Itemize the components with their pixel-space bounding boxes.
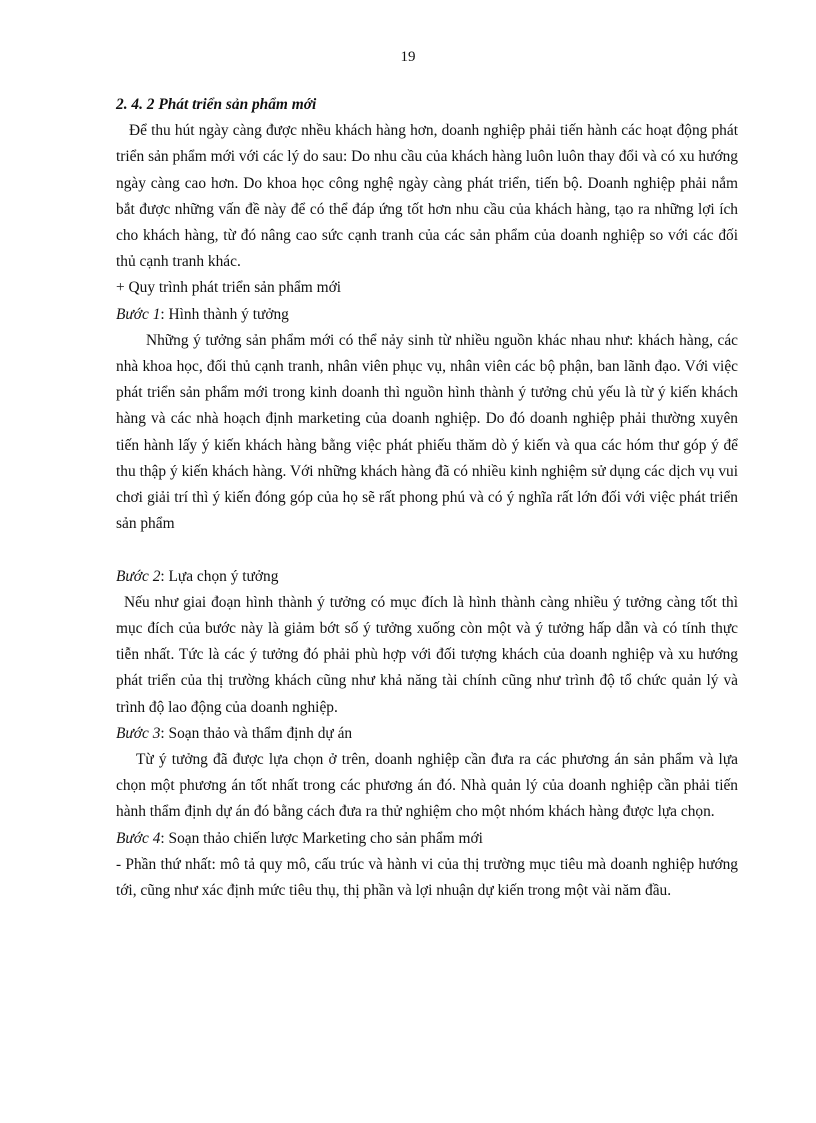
step2-title: : Lựa chọn ý tưởng (160, 567, 279, 585)
blank-line (116, 537, 738, 563)
step3-title: : Soạn thảo và thẩm định dự án (160, 724, 353, 742)
step1-heading (116, 302, 738, 328)
section-heading: 2. 4. 2 Phát triển sản phẩm mới (116, 96, 317, 113)
step3-label: Bước 3 (116, 724, 161, 742)
step1-paragraph: Những ý tưởng sản phẩm mới có thể nảy sinh từ nhiều nguồn khác nhau như: khách hàng, các nhà khoa học, đối thủ cạnh tranh, nhân viên phục vụ, nhân viên các bộ phận, ban lãnh đạo. Với việc phát triển sản phẩm mới trong kinh doanh thì nguồn hình thành ý tưởng chủ yếu là từ ý kiến khách hàng và các nhà hoạch định marketing của doanh nghiệp. Do đó doanh nghiệp phải thường xuyên tiến hành lấy ý kiến khách hàng bằng việc phát phiếu thăm dò ý kiến và qua các hóm thư góp ý để thu thập ý kiến khách hàng. Với những khách hàng đã có nhiều kinh nghiệm sử dụng các dịch vụ vui chơi giải trí thì ý kiến đóng góp của họ sẽ rất phong phú và có ý nghĩa rất lớn đối với việc phát triển sản phẩm (116, 331, 738, 533)
step1-label: Bước 1 (116, 305, 161, 323)
process-title: + Quy trình phát triển sản phẩm mới (116, 279, 341, 297)
page-content (116, 92, 738, 904)
step4-paragraph: - Phần thứ nhất: mô tả quy mô, cấu trúc và hành vi của thị trường mục tiêu mà doanh nghiệp hướng tới, cũng như xác định mức tiêu thụ, thị phần và lợi nhuận dự kiến trong một vài năm đầu. (116, 855, 738, 900)
step4-title: : Soạn thảo chiến lược Marketing cho sản phẩm mới (160, 829, 483, 847)
step3-heading (116, 721, 738, 747)
step3-paragraph: Từ ý tưởng đã được lựa chọn ở trên, doanh nghiệp cần đưa ra các phương án sản phẩm và lựa chọn một phương án tốt nhất trong các phương án đó. Nhà quản lý của doanh nghiệp cần phải tiến hành thẩm định dự án đó bằng cách đưa ra thử nghiệm cho một nhóm khách hàng được lựa chọn. (116, 751, 738, 821)
step4-heading (116, 826, 738, 852)
page-number: 19 (400, 49, 416, 65)
step2-paragraph: Nếu như giai đoạn hình thành ý tưởng có mục đích là hình thành càng nhiều ý tưởng càng tốt thì mục đích của bước này là giảm bớt số ý tưởng xuống còn một và ý tưởng hấp dẫn và có tính thực tiễn nhất. Tức là các ý tưởng đó phải phù hợp với đối tượng khách của doanh nghiệp và xu hướng phát triển của thị trường khách cũng như khả năng tài chính cũng như trình độ tổ chức quản lý và trình độ lao động của doanh nghiệp. (116, 593, 738, 716)
step2-heading (116, 564, 738, 590)
step1-title: : Hình thành ý tưởng (160, 305, 289, 323)
step2-label: Bước 2 (116, 567, 161, 585)
step4-label: Bước 4 (116, 829, 161, 847)
intro-paragraph: Để thu hút ngày càng được nhều khách hàng hơn, doanh nghiệp phải tiến hành các hoạt động phát triển sản phẩm mới với các lý do sau: Do nhu cầu của khách hàng luôn luôn thay đổi và có xu hướng ngày càng cao hơn. Do khoa học công nghệ ngày càng phát triển, tiến bộ. Doanh nghiệp phải nắm bắt được những vấn đề này để có thể đáp ứng tốt hơn nhu cầu của khách hàng, tạo ra những lợi ích cho khách hàng, từ đó nâng cao sức cạnh tranh của các sản phẩm của doanh nghiệp so với các đối thủ cạnh tranh khác. (116, 122, 738, 271)
